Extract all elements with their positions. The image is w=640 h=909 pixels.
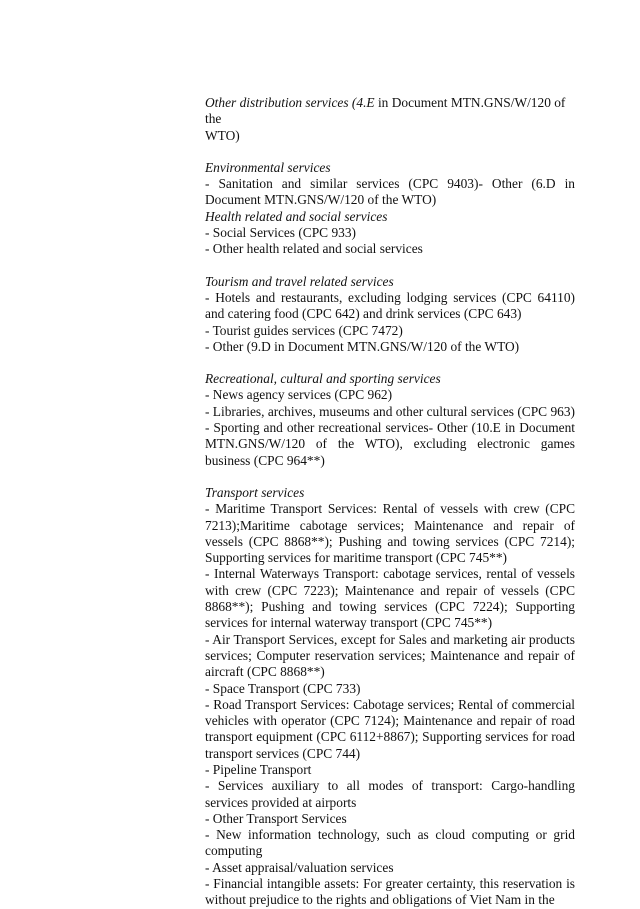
list-item: - News agency services (CPC 962)	[205, 387, 393, 403]
list-item: - Sporting and other recreational services- Other (10.E in Document MTN.GNS/W/120 of the WTO), excluding electronic games business (CPC 964**)	[205, 420, 575, 468]
list-item: - Other health related and social services	[205, 241, 423, 257]
list-item: - Tourist guides services (CPC 7472)	[205, 322, 403, 338]
intro-normal-text: in Document MTN.GNS/W/120 of the	[205, 95, 566, 127]
section-heading: Recreational, cultural and sporting services	[205, 371, 441, 387]
list-item: - Asset appraisal/valuation services	[205, 859, 394, 875]
section-heading: Tourism and travel related services	[205, 273, 394, 289]
section-tourism	[205, 274, 575, 355]
list-item: - Maritime Transport Services: Rental of vessels with crew (CPC 7213);Maritime cabotage services; Maintenance and repair of vessels (CPC 8868**); Pushing and towing services (CPC 7214); Supporting services for maritime transport (CPC 745**)	[205, 501, 575, 566]
list-item: - Financial intangible assets: For greater certainty, this reservation is without prejudice to the rights and obligations of Viet Nam in the	[205, 876, 575, 908]
list-item: - Space Transport (CPC 733)	[205, 680, 361, 696]
document-page	[205, 95, 575, 909]
section-environmental	[205, 160, 575, 209]
section-heading: Health related and social services	[205, 208, 388, 224]
intro-italic-text: Other distribution services (4.E	[205, 95, 375, 110]
list-item: - Social Services (CPC 933)	[205, 225, 356, 241]
intro-end-text: WTO)	[205, 127, 240, 143]
list-item: - Air Transport Services, except for Sales and marketing air products services; Computer reservation services; Maintenance and repair of aircraft (CPC 8868**)	[205, 631, 575, 680]
list-item: - Hotels and restaurants, excluding lodging services (CPC 64110) and catering food (CPC 642) and drink services (CPC 643)	[205, 289, 575, 322]
list-item: - Pipeline Transport	[205, 761, 312, 777]
section-health	[205, 209, 575, 258]
list-item: - Services auxiliary to all modes of transport: Cargo-handling services provided at airports	[205, 778, 575, 810]
section-heading: Transport services	[205, 484, 305, 500]
section-heading: Environmental services	[205, 159, 331, 175]
list-item: - Road Transport Services: Cabotage services; Rental of commercial vehicles with operator (CPC 7124); Maintenance and repair of road transport equipment (CPC 6112+8867); Supporting services for road transport services (CPC 744)	[205, 696, 575, 761]
intro-paragraph	[205, 95, 575, 144]
list-item: - Other (9.D in Document MTN.GNS/W/120 of the WTO)	[205, 338, 520, 354]
section-recreational	[205, 371, 575, 469]
section-transport	[205, 485, 575, 909]
list-item: - Libraries, archives, museums and other cultural services (CPC 963)	[205, 403, 576, 419]
list-item: - Other Transport Services	[205, 810, 347, 826]
list-item: - Sanitation and similar services (CPC 9403)- Other (6.D in Document MTN.GNS/W/120 of the WTO)	[205, 176, 575, 208]
list-item: - Internal Waterways Transport: cabotage services, rental of vessels with crew (CPC 7223); Maintenance and repair of vessels (CPC 8868**); Pushing and towing services (CPC 7224); Supporting services for internal waterway transport (CPC 745**)	[205, 566, 575, 631]
list-item: - New information technology, such as cloud computing or grid computing	[205, 827, 575, 859]
